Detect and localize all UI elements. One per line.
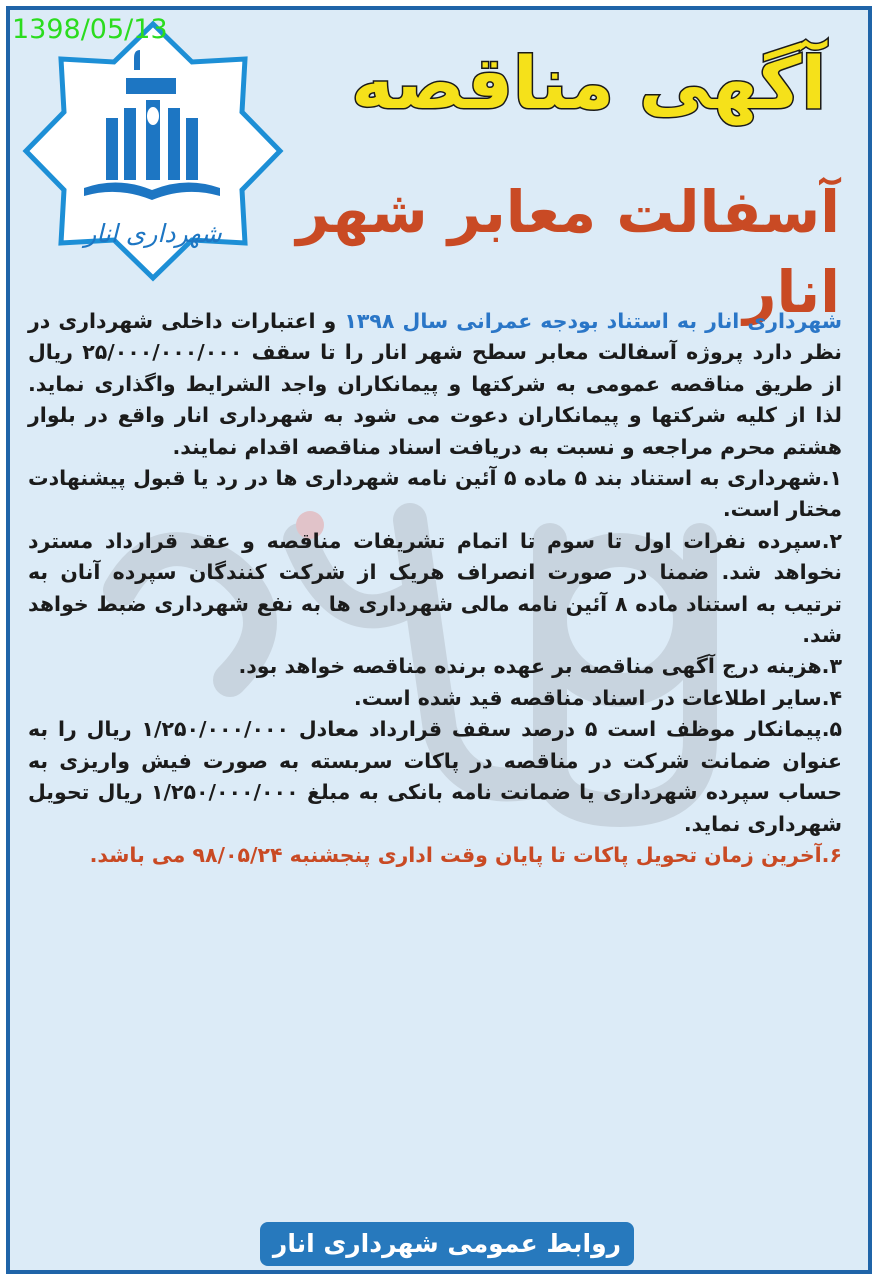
- condition-item-6: ۶.آخرین زمان تحویل پاکات تا پایان وقت اداری پنجشنبه ۹۸/۰۵/۲۴ می باشد.: [89, 842, 842, 867]
- intro-highlight: شهرداری انار به استناد بودجه عمرانی سال ۱۳۹۸: [344, 309, 842, 333]
- public-relations-footer: روابط عمومی شهرداری انار: [260, 1222, 634, 1266]
- condition-item-1: ۱.شهرداری به استناد بند ۵ ماده ۵ آئین نامه شهرداری ها در رد یا قبول پیشنهادت مختار است.: [28, 466, 842, 522]
- logo-text: شهرداری انار: [84, 219, 222, 248]
- condition-item-5: ۵.پیمانکار موظف است ۵ درصد سقف قرارداد معادل ۱/۲۵۰/۰۰۰/۰۰۰ ریال را به عنوان ضمانت شرکت در مناقصه در پاکات سربسته به صورت فیش واریزی به حساب سپرده شهرداری یا ضمانت نامه بانکی به مبلغ ۱/۲۵۰/۰۰۰/۰۰۰ ریال تحویل شهرداری نماید.: [28, 717, 843, 836]
- condition-item-4: ۴.سایر اطلاعات در اسناد مناقصه قید شده است.: [353, 685, 842, 710]
- condition-item-2: ۲.سپرده نفرات اول تا سوم تا اتمام تشریفات مناقصه و عقد قرارداد مسترد نخواهد شد. ضمنا در صورت انصراف هریک از شرکت کنندگان سپرده آنان به ترتیب به استناد ماده ۸ آئین نامه مالی شهرداری ها به نفع شهرداری ضبط خواهد شد.: [28, 528, 842, 648]
- date-stamp: 1398/05/13: [12, 14, 168, 45]
- notice-body: [28, 306, 842, 871]
- municipality-logo: [22, 20, 284, 282]
- condition-item-3: ۳.هزینه درج آگهی مناقصه بر عهده برنده مناقصه خواهد بود.: [238, 654, 842, 679]
- intro-paragraph: [28, 306, 842, 463]
- notice-title: آگهی مناقصه: [351, 41, 826, 125]
- notice-subtitle: آسفالت معابر شهر انار: [296, 178, 840, 326]
- intro-text: و اعتبارات داخلی شهرداری در نظر دارد پروژه آسفالت معابر سطح شهر انار را تا سقف ۲۵/۰۰۰/۰۰۰/۰۰۰ ریال از طریق مناقصه عمومی به شرکتها و پیمانکاران واجد الشرایط واگذاری نماید. لذا از کلیه شرکتها و پیمانکاران دعوت می شود به شهرداری انار واقع در بلوار هشتم محرم مراجعه و نسبت به دریافت اسناد مناقصه اقدام نمایند.: [28, 309, 842, 459]
